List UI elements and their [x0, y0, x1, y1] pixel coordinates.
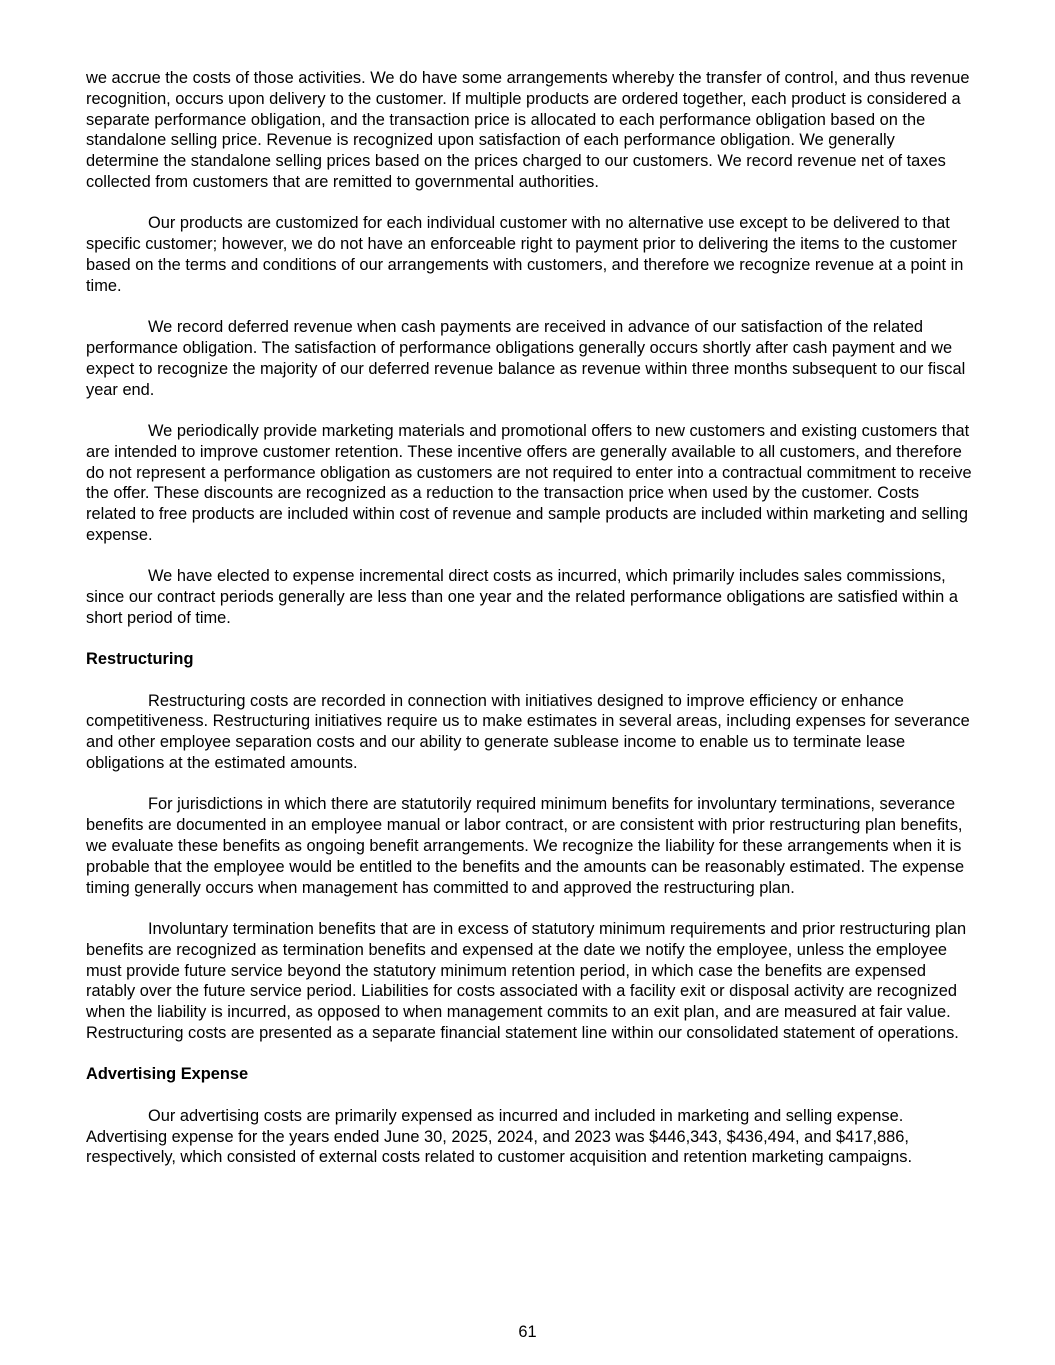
- paragraph-promotional-offers: We periodically provide marketing materials and promotional offers to new customers and existing customers that are intended to improve customer retention. These incentive offers are generally available to all customers, and therefore do not represent a performance obligation as customers are not required to enter into a contractual commitment to receive the offer. These discounts are recognized as a reduction to the transaction price when used by the customer. Costs related to free products are included within cost of revenue and sample products are included within marketing and selling expense.: [86, 421, 972, 544]
- paragraph-revenue-recognition-continued: we accrue the costs of those activities. We do have some arrangements whereby the transfer of control, and thus revenue recognition, occurs upon delivery to the customer. If multiple products are ordered together, each product is considered a separate performance obligation, and the transaction price is allocated to each performance obligation based on the standalone selling price. Revenue is recognized upon satisfaction of each performance obligation. We generally determine the standalone selling prices based on the prices charged to our customers. We record revenue net of taxes collected from customers that are remitted to governmental authorities.: [86, 69, 970, 191]
- paragraph-restructuring-costs: Restructuring costs are recorded in connection with initiatives designed to improve efficiency or enhance competitiveness. Restructuring initiatives require us to make estimates in several areas, including expenses for severance and other employee separation costs and our ability to generate sublease income to enable us to terminate lease obligations at the estimated amounts.: [86, 691, 970, 773]
- paragraph-incremental-costs: We have elected to expense incremental direct costs as incurred, which primarily includes sales commissions, since our contract periods generally are less than one year and the related performance obligations are satisfied within a short period of time.: [86, 567, 958, 627]
- page-number: 61: [518, 1323, 537, 1341]
- advertising-expense-heading: Advertising Expense: [86, 1065, 249, 1084]
- restructuring-heading: Restructuring: [86, 650, 194, 669]
- paragraph-deferred-revenue: We record deferred revenue when cash payments are received in advance of our satisfaction of the related performance obligation. The satisfaction of performance obligations generally occurs shortly after cash payment and we expect to recognize the majority of our deferred revenue balance as revenue within three months subsequent to our fiscal year end.: [86, 318, 966, 399]
- document-page: [86, 68, 972, 1189]
- paragraph-advertising-costs: Our advertising costs are primarily expensed as incurred and included in marketing and selling expense. Advertising expense for the years ended June 30, 2025, 2024, and 2023 was $446,343, $436,494, and $417,886, respectively, which consisted of external costs related to customer acquisition and retention marketing campaigns.: [86, 1106, 913, 1167]
- paragraph-customized-products: Our products are customized for each individual customer with no alternative use except to be delivered to that specific customer; however, we do not have an enforceable right to payment prior to delivering the items to the customer based on the terms and conditions of our arrangements with customers, and therefore we recognize revenue at a point in time.: [86, 214, 964, 295]
- paragraph-severance-benefits: For jurisdictions in which there are statutorily required minimum benefits for involuntary terminations, severance benefits are documented in an employee manual or labor contract, or are consistent with prior restructuring plan benefits, we evaluate these benefits as ongoing benefit arrangements. We recognize the liability for these arrangements when it is probable that the employee would be entitled to the benefits and the amounts can be reasonably estimated. The expense timing generally occurs when management has committed to and approved the restructuring plan.: [86, 795, 965, 897]
- paragraph-involuntary-termination: Involuntary termination benefits that are in excess of statutory minimum requirements and prior restructuring plan benefits are recognized as termination benefits and expensed at the date we notify the employee, unless the employee must provide future service beyond the statutory minimum retention period, in which case the benefits are expensed ratably over the future service period. Liabilities for costs associated with a facility exit or disposal activity are recognized when the liability is incurred, as opposed to when management commits to an exit plan, and are measured at fair value. Restructuring costs are presented as a separate financial statement line within our consolidated statement of operations.: [86, 920, 967, 1043]
